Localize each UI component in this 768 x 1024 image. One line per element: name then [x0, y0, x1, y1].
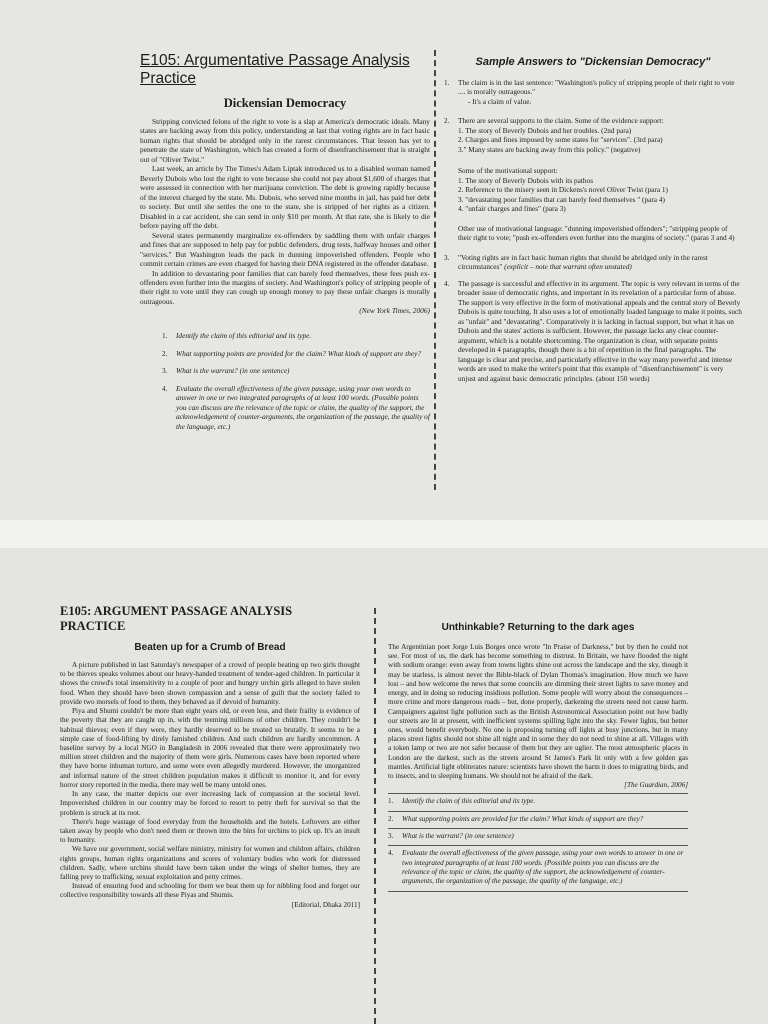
article-body: [140, 117, 430, 306]
question-item: 4. Evaluate the overall effectiveness of the given passage, using your own words to answer in one or two integrated paragraphs of at least 100 words. (Possible points you can discuss are the relevance of the topic or claim, the quality of the support, the acknowledgement of counter-arguments, the organization of the passage, the quality of the language, etc.): [162, 383, 430, 431]
question-item: 2. What supporting points are provided for the claim? What kinds of support are they?: [162, 348, 422, 358]
article-paragraph: In any case, the matter depicts our ever increasing lack of compassion at the societal level. Impoverished children in our country may be forced to resort to petty theft for survival so that the problem is struck at its root.: [60, 790, 360, 817]
article-source: (New York Times, 2006): [359, 306, 430, 316]
article-title: Dickensian Democracy: [223, 96, 347, 110]
bottom-worksheet: [0, 548, 768, 1024]
column-divider: [374, 608, 376, 1024]
article-title: Unthinkable? Returning to the dark ages: [441, 622, 635, 633]
article-paragraph: There's huge wastage of food everyday from the households and the hotels. Leftovers are either taken away by people who don't need them or thrown into the bins for urchins to pick up. It's an insult to humanity.: [60, 817, 360, 845]
article-source: [Editorial, Dhaka 2011]: [291, 900, 360, 909]
worksheet-title: E105: Argumentative Passage Analysis Practice: [140, 52, 410, 87]
question-item: 2. What supporting points are provided for the claim? What kinds of support are they?: [388, 812, 688, 829]
page-gap: [0, 520, 768, 548]
answer-item: 3. "Voting rights are in fact basic human rights that should be abridged only in the rarest circumstances" (explicit – note that warrant often unstated): [444, 252, 708, 272]
article-paragraph: A picture published in last Saturday's newspaper of a crowd of people beating up two girls thought to be thieves speaks volumes about our heavy-handed treatment of tender-aged children. In particular it shows the crowd's total insensitivity to a couple of poor and hungry urchin girls alleged to have stolen food. When they should have been shown compassion and a sense of guilt that the society failed to provide two morsels of food to them, they behaved as if devoid of humanity.: [60, 661, 360, 706]
motivational-support: Some of the motivational support: 1. The story of Beverly Dubois with its pathos 2. Reference to the misery seen in Dickens's novel Oliver Twist (para 1) 3. "devastating poor families that can barely feed themselves " (para 4) 4. "unfair charges and fines" (para 3): [458, 166, 668, 214]
top-left-column: [140, 52, 430, 439]
article-paragraph: Piya and Shumi couldn't be more than eight years old, or even less, and their frailty is evidence of the poverty that they are caught up in, with the teeming millions of other children. They couldn't be habitual thieves; even if they were, they hardly deserved to be treated so brutally. It seems to be a simple case of food-lifting by direly famished children. And such children are hardly uncommon. A baseline survey by a local NGO in Bangladesh in 2006 revealed that there were approximately two million street children and the majority of them were girls. Numerous cases have been reported where they have borne inhuman torture, and some were even allegedly murdered. However, the unorganized and informal nature of the street children population makes it difficult to monitor it, and for every horror story reported in the media, there may well be many untold ones.: [60, 707, 360, 789]
answer-item: 1. The claim is in the last sentence: "Washington's policy of stripping people of their right to vote .... is morally outrageous." - It's a claim of value.: [444, 78, 735, 106]
article-source: [The Guardian, 2006]: [624, 781, 688, 790]
article-paragraph: In addition to devastating poor families that can barely feed themselves, these fees push ex-offenders even further into the margins of society. And Washington's policy of stripping people of their right to vote until they can cough up enough money to pay these unfair charges is morally outrageous.: [140, 268, 430, 306]
question-list: [140, 331, 430, 431]
article-paragraph: Stripping convicted felons of the right to vote is a slap at America's democratic ideals. Many states are backing away from this policy, understanding at last that voting rights are in fact basic human rights that should be abridged only in the rarest circumstances. That lesson has yet to penetrate the state of Washington, which has created a form of disenfranchisement that is straight out of "Oliver Twist.": [140, 117, 430, 164]
article-paragraph: Last week, an article by The Times's Adam Liptak introduced us to a disabled woman named Beverly Dubois who lost the right to vote because she could not pay about $1,600 of charges that were assessed in connection with her marijuana conviction. The debt is growing rapidly because of the interest charged by the state. Ms. Dubois, who served nine months in jail, has paid her debt to society. But until she settles the one to the state, she is stripped of her rights as a citizen. Disabled in a car accident, she can send in only $10 per month. At that rate, she is likely to die before paying off the debt.: [140, 164, 430, 231]
article-paragraph: The Argentinian poet Jorge Luis Borges once wrote "In Praise of Darkness," but by then he could not see. For most of us, the dark has become something to distrust. In Britain, we have flooded the night with sodium orange: even away from towns lights shine out across the landscape and the sky, though it may be starless, is almost never the Bible-black of Dylan Thomas's imagination. How much we have lost – and how welcome the news that some councils are dimming their street lights to save money and energy, and in doing so reducing insidious pollution. Some people will worry about the consequences – more crime and more dangerous roads – but, done properly, darkening the streets need not cause harm. Campaigners against light pollution such as the British Astronomical Association point out how badly our streets are lit at present, with inefficient systems spilling light into the sky. Fewer lights, but better ones, would benefit everybody. No one is proposing turning off lights at busy junctions, but in many places street lights should not shine all night and in some they do not need to shine at all. Villages with a token lamp or two are not safer because of them but they are uglier. The most atmospheric places in London are the darkest, such as the streets around St James's Park lit only with a few golden gas mantles. Artificial light obliterates nature: scientists have shown the harm it does to migrating birds, and to insects, and to sleeping humans. We should not be afraid of the dark.: [388, 643, 688, 781]
answer-item: 4. The passage is successful and effective in its argument. The topic is very relevant in terms of the broader issue of democratic rights, and important in its revelation of a particular form of abuse. The support is very effective in the form of motivational appeals and the central story of Beverly Dubois is quite touching. It also uses a lot of emotionally loaded language to make it points, such as "unfair" and "devastating". Comparatively it is lacking in factual support, but what it has on Dubois and the states' actions is sufficient. However, the passage lacks any clear counter-argument, which is a notable shortcoming. The organization is clear, with separate points developed in 4 paragraphs, though there is a bit of repetition in the final paragraphs. The language is clear and precise, and particularly effective in the way many powerful and intense words are used to make the writer's point that this example of "disenfranchisement" is very unjust and against basic democratic principles. (about 150 words): [444, 278, 742, 383]
article-body: [60, 661, 360, 901]
question-list: [388, 793, 688, 892]
worksheet-title: E105: ARGUMENT PASSAGE ANALYSIS PRACTICE: [60, 604, 293, 633]
answers-list: [444, 78, 742, 383]
bottom-right-column: [388, 622, 688, 892]
article-title: Beaten up for a Crumb of Bread: [134, 642, 286, 653]
article-paragraph: We have our government, social welfare ministry, ministry for women and children affairs, children rights groups, human rights organizations and scores of voluntary bodies who work for distressed children. Sadly, where urchins should have been taken under the wings of shelter homes, they are falling prey to trafficking, sexual exploitation and petty crimes.: [60, 845, 360, 882]
sample-answers-column: [444, 56, 742, 390]
article-paragraph: Several states permanently marginalize ex-offenders by saddling them with unfair charges and fines that are supposed to help pay for public defenders, drug tests, halfway houses and other "services." But Washington leads the pack in dunning impoverished offenders. People who commit certain crimes are even charged for having their DNA registered in the offender database.: [140, 230, 430, 269]
other-motivational-language: Other use of motivational language: "dunning impoverished offenders"; "stripping people of their right to vote; "push ex-offenders even further into the margins of society." (paras 3 and 4): [458, 223, 735, 243]
article-paragraph: Instead of ensuring food and schooling for them we beat them up for nibbling food and forget our collective responsibility towards all these Piyas and Shumis.: [60, 882, 360, 900]
column-divider: [434, 50, 436, 490]
question-item: 3. What is the warrant? (in one sentence): [162, 366, 290, 376]
bottom-left-column: [60, 604, 360, 909]
question-item: 4. Evaluate the overall effectiveness of the given passage, using your own words to answer in one or two integrated paragraphs of at least 100 words. (Possible points you can discuss are the relevance of the topic or claim, the quality of the support, the acknowledgement of counter-arguments, the organization of the passage, the quality of the language, etc.): [388, 846, 688, 891]
question-item: 3. What is the warrant? (in one sentence): [388, 829, 688, 846]
answers-title: Sample Answers to "Dickensian Democracy": [475, 56, 711, 68]
question-item: 1. Identify the claim of this editorial and its type.: [162, 331, 312, 341]
answer-item: 2. There are several supports to the claim. Some of the evidence support: 1. The story of Beverly Dubois and her troubles. (2nd para) 2. Charges and fines imposed by some states for "services". (3rd para) 3." Many states are backing away from this policy." (negative): [444, 116, 664, 154]
article-body: [388, 643, 688, 781]
question-item: 1. Identify the claim of this editorial and its type.: [388, 793, 688, 811]
